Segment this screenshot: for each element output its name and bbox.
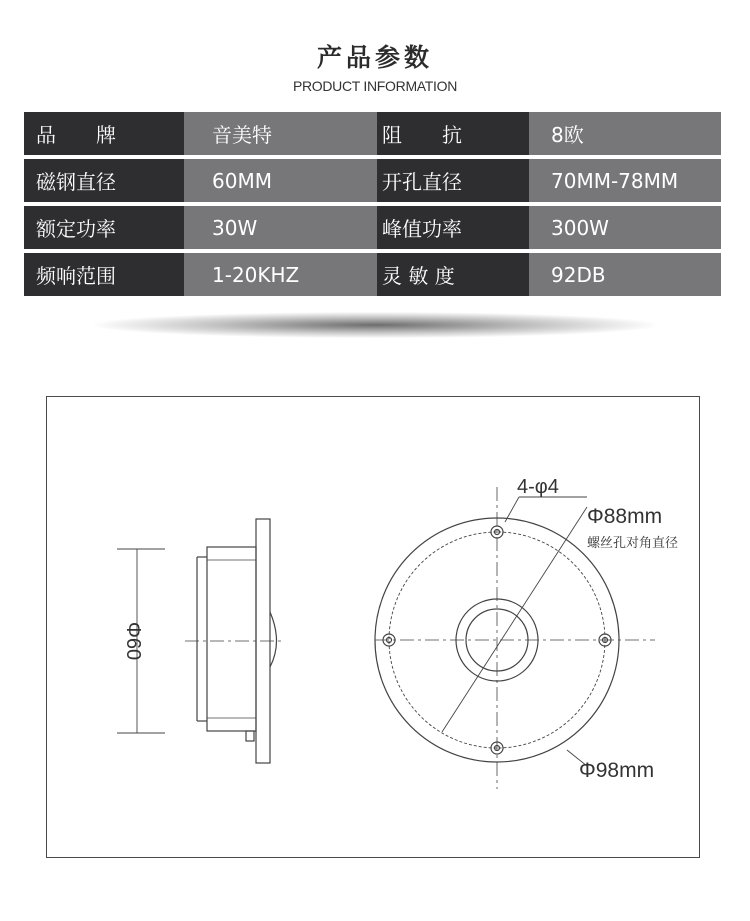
spec-value-frequency-range: 1-20KHZ bbox=[184, 253, 377, 296]
holes-label: 4-φ4 bbox=[517, 476, 559, 498]
spec-label-sensitivity: 灵 敏 度 bbox=[377, 253, 529, 296]
speaker-body bbox=[207, 547, 256, 731]
spec-label-magnet-diameter: 磁钢直径 bbox=[24, 159, 184, 202]
spec-label-peak-power: 峰值功率 bbox=[377, 206, 529, 249]
spec-value-magnet-diameter: 60MM bbox=[184, 159, 377, 202]
hole-circle-note: 螺丝孔对角直径 bbox=[587, 535, 679, 550]
spec-value-peak-power: 300W bbox=[529, 206, 721, 249]
spec-label-impedance: 阻 抗 bbox=[377, 112, 529, 155]
spec-value-sensitivity: 92DB bbox=[529, 253, 721, 296]
holes-leader bbox=[505, 497, 519, 522]
side-dimension-label: Φ60 bbox=[122, 621, 144, 661]
shadow-divider bbox=[95, 312, 655, 338]
technical-drawing-frame bbox=[46, 396, 700, 858]
spec-value-cutout-diameter: 70MM-78MM bbox=[529, 159, 721, 202]
hole-circle-leader bbox=[442, 507, 587, 732]
spec-value-brand: 音美特 bbox=[184, 112, 377, 155]
technical-drawing bbox=[47, 397, 701, 859]
hole-circle-diameter-label: Φ88mm bbox=[587, 505, 663, 528]
page-title: 产品参数 bbox=[316, 43, 433, 72]
front-view bbox=[375, 487, 655, 789]
spec-label-brand: 品 牌 bbox=[24, 112, 184, 155]
spec-value-rated-power: 30W bbox=[184, 206, 377, 249]
dome-profile bbox=[270, 612, 277, 667]
spec-value-impedance: 8欧 bbox=[529, 112, 721, 155]
spec-label-frequency-range: 频响范围 bbox=[24, 253, 184, 296]
spec-label-cutout-diameter: 开孔直径 bbox=[377, 159, 529, 202]
page-subtitle: PRODUCT INFORMATION bbox=[292, 78, 458, 94]
spec-table bbox=[24, 112, 721, 296]
spec-label-rated-power: 额定功率 bbox=[24, 206, 184, 249]
outer-diameter-label: Φ98mm bbox=[579, 759, 655, 782]
terminal-tab bbox=[246, 731, 254, 741]
